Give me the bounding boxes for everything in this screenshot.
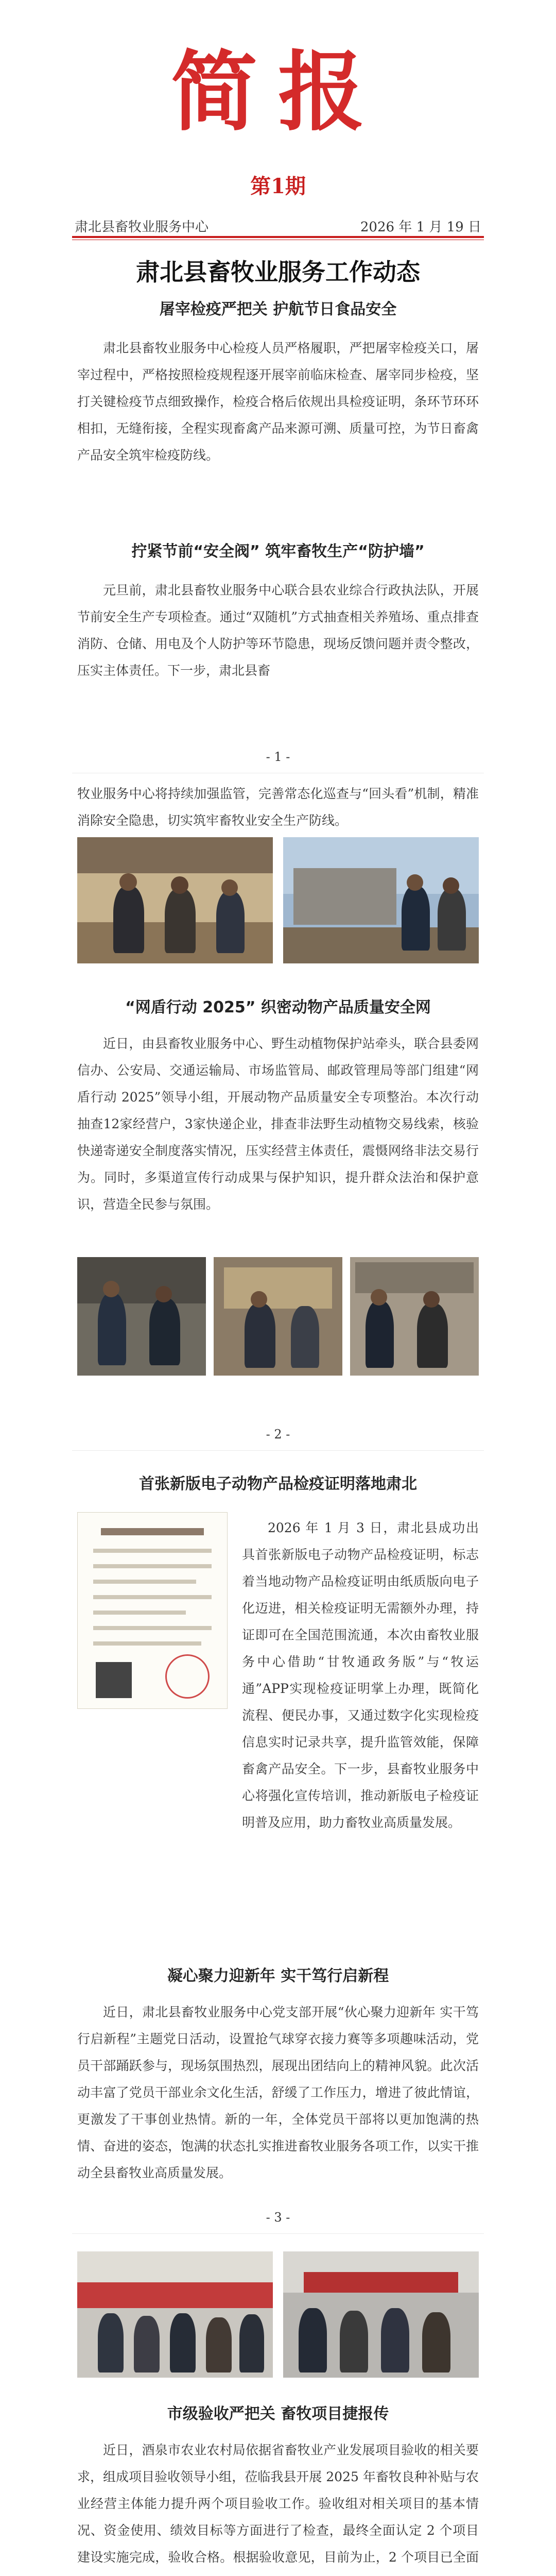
section-heading: 市级验收严把关 畜牧项目捷报传 xyxy=(167,2405,389,2423)
page-number: - 1 - xyxy=(266,750,290,764)
publisher: 肃北县畜牧业服务中心 xyxy=(75,219,209,235)
section-paragraph: 2026 年 1 月 3 日，肃北县成功出具首张新版电子动物产品检疫证明，标志着当地动物产品检疫证明由纸质版向电子化迈进，相关检疫证明无需额外办理，持证即可在全国范围流通，本次由畜牧业服务中心借助“甘牧通政务版”与“牧运通”APP实现检疫证明掌上办理，既简化流程、便民办事，又通过数字化实现检疫信息实时记录共享，提升监管效能，保障畜禽产品安全。下一步，县畜牧业服务中心将强化宣传培训，推动新版电子检疫证明普及应用，助力畜牧业高质量发展。 xyxy=(242,1520,479,1830)
photo-market-check-2 xyxy=(214,1257,342,1376)
section-paragraph: 近日，由县畜牧业服务中心、野生动植物保护站牵头，联合县委网信办、公安局、交通运输局、市场监管局、邮政管理局等部门组建“网盾行动 2025”领导小组，开展动物产品质量安全专项整治。本次行动抽查12家经营户，3家快递企业，排查非法野生动植物交易线索，核验快递寄递安全制度落实情况，压实经营主体责任，震慑网络非法交易行为。同时，多渠道宣传行动成果与保护知识，提升群众法治和保护意识，营造全民参与氛围。 xyxy=(77,1036,479,1212)
main-title: 肃北县畜牧业服务工作动态 xyxy=(136,258,420,286)
page-number: - 3 - xyxy=(266,2210,290,2225)
photo-farm-inspection xyxy=(77,837,273,963)
issue-date: 2026 年 1 月 19 日 xyxy=(360,219,481,235)
section-paragraph: 牧业服务中心将持续加强监管，完善常态化巡查与“回头看”机制，精准消除安全隐患，切实筑牢畜牧业安全生产防线。 xyxy=(77,786,479,828)
photo-market-check-3 xyxy=(350,1257,479,1376)
photo-e-certificate xyxy=(77,1512,228,1709)
photo-party-activity-1 xyxy=(77,2251,273,2378)
section-paragraph: 近日，肃北县畜牧业服务中心党支部开展“伙心聚力迎新年 实干笃行启新程”主题党日活动，设置抢气球穿衣接力赛等多项趣味活动，党员干部踊跃参与，现场氛围热烈，展现出团结向上的精神风貌。此次活动丰富了党员干部业余文化生活，舒缓了工作压力，增进了彼此情谊，更激发了干事创业热情。新的一年，全体党员干部将以更加饱满的热情、奋进的姿态，饱满的状态扎实推进畜牧业服务各项工作，以实干推动全县畜牧业高质量发展。 xyxy=(77,2005,479,2180)
section-heading: “网盾行动 2025” 织密动物产品质量安全网 xyxy=(125,998,431,1016)
section-paragraph: 元旦前，肃北县畜牧业服务中心联合县农业综合行政执法队，开展节前安全生产专项检查。通过“双随机”方式抽查相关养殖场、重点排查消防、仓储、用电及个人防护等环节隐患，现场反馈问题并责令整改，压实主体责任。下一步，肃北县畜 xyxy=(77,583,479,678)
section-paragraph: 肃北县畜牧业服务中心检疫人员严格履职，严把屠宰检疫关口，屠宰过程中，严格按照检疫规程逐开展宰前临床检查、屠宰同步检疫，坚打关键检疫节点细致操作，检疫合格后依规出具检疫证明，条环节环环相扣，无缝衔接，全程实现畜禽产品来源可溯、质量可控，为节日畜禽产品安全筑牢检疫防线。 xyxy=(77,341,479,463)
page-number: - 2 - xyxy=(266,1427,290,1442)
photo-site-check xyxy=(283,837,479,963)
section-heading: 屠宰检疫严把关 护航节日食品安全 xyxy=(159,300,397,318)
section-heading: 凝心聚力迎新年 实干笃行启新程 xyxy=(167,1967,389,1985)
section-heading: 首张新版电子动物产品检疫证明落地肃北 xyxy=(139,1475,417,1493)
section-heading: 拧紧节前“安全阀” 筑牢畜牧生产“防护墙” xyxy=(131,543,425,561)
issue-label: 第1期 xyxy=(250,174,306,198)
page-divider xyxy=(72,1450,484,1451)
masthead: 简报 xyxy=(171,42,385,143)
photo-party-activity-2 xyxy=(283,2251,479,2378)
header-rule-thick xyxy=(72,236,484,238)
meta-row xyxy=(75,216,481,235)
page-divider xyxy=(72,2233,484,2234)
section-paragraph: 近日，酒泉市农业农村局依据省畜牧业产业发展项目验收的相关要求，组成项目验收领导小组，莅临我县开展 2025 年畜牧良种补贴与农业经营主体能力提升两个项目验收工作。验收组对相关项目的基本情况、资金使用、绩效目标等方面进行了检查，最终全面认定 2 个项目建设实施完成，验收合格。根据验收意见，目前为止，2 个项目已全面 xyxy=(77,2443,479,2565)
photo-market-check-1 xyxy=(77,1257,206,1376)
